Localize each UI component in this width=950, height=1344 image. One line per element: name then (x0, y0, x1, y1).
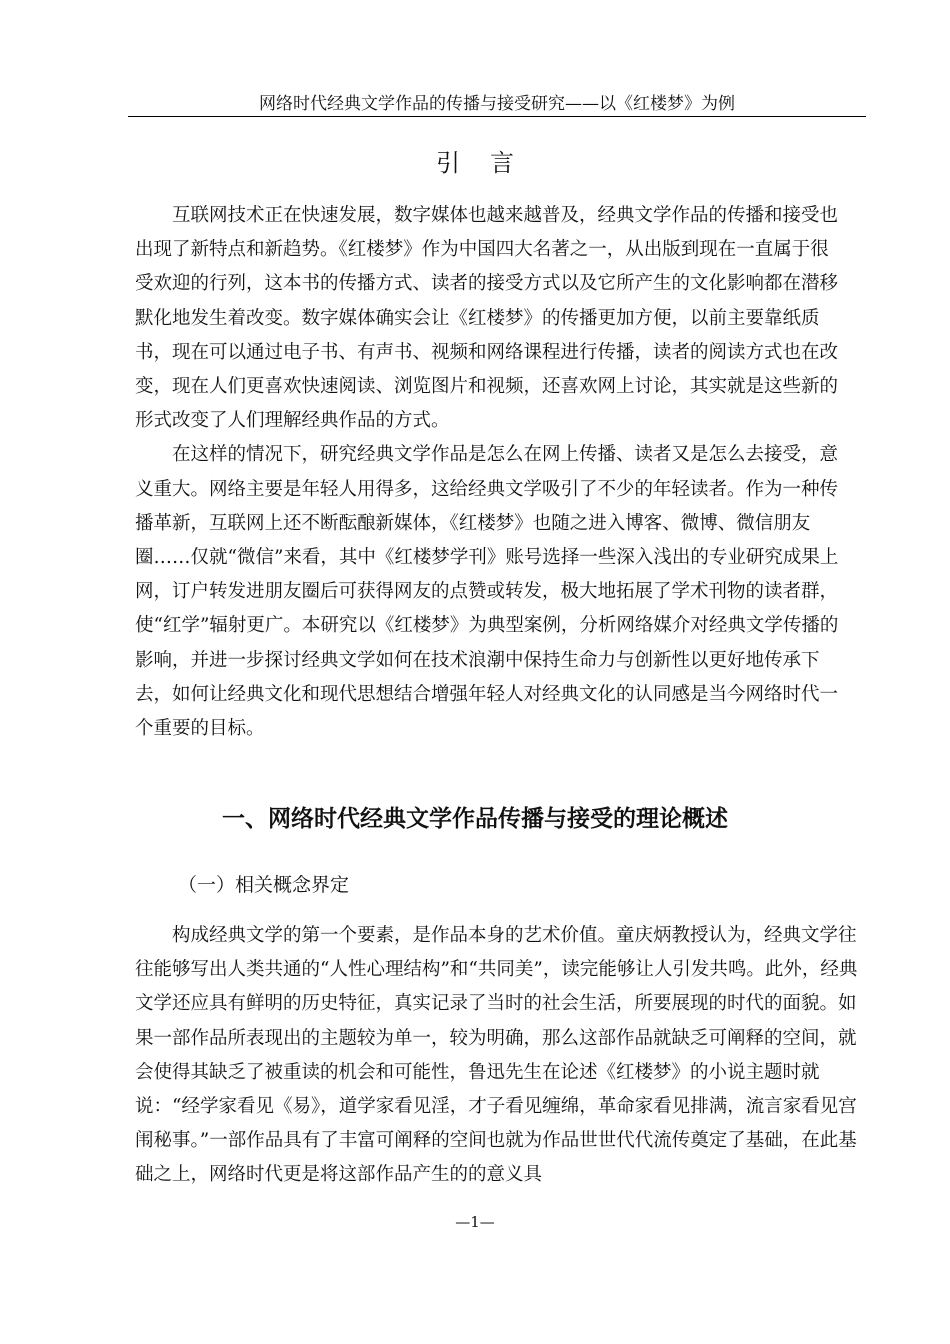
running-header: 网络时代经典文学作品的传播与接受研究——以《红楼梦》为例 (259, 94, 735, 114)
chapter-heading: 一、网络时代经典文学作品传播与接受的理论概述 (222, 806, 728, 832)
section-heading: （一）相关概念界定 (178, 874, 350, 896)
intro-paragraph: 互联网技术正在快速发展，数字媒体也越来越普及，经典文学作品的传播和接受也出现了新特点和新趋势。《红楼梦》作为中国四大名著之一，从出版到现在一直属于很受欢迎的行列，这本书的传播方式、读者的接受方式以及它所产生的文化影响都在潜移默化地发生着改变。数字媒体确实会让《红楼梦》的传播更加方便，以前主要靠纸质书，现在可以通过电子书、有声书、视频和网络课程进行传播，读者的阅读方式也在改变，现在人们更喜欢快速阅读、浏览图片和视频，还喜欢网上讨论，其实就是这些新的形式改变了人们理解经典作品的方式。 (135, 205, 839, 432)
intro-body (135, 199, 847, 746)
intro-paragraph: 在这样的情况下，研究经典文学作品是怎么在网上传播、读者又是怎么去接受，意义重大。网络主要是年轻人用得多，这给经典文学吸引了不少的年轻读者。作为一种传播革新，互联网上还不断酝酿新媒体，《红楼梦》也随之进入博客、微博、微信朋友圈……仅就“微信”来看，其中《红楼梦学刊》账号选择一些深入浅出的专业研究成果上网，订户转发进朋友圈后可获得网友的点赞或转发，极大地拓展了学术刊物的读者群，使“红学”辐射更广。本研究以《红楼梦》为典型案例，分析网络媒介对经典文学传播的影响，并进一步探讨经典文学如何在技术浪潮中保持生命力与创新性以更好地传承下去，如何让经典文化和现代思想结合增强年轻人对经典文化的认同感是当今网络时代一个重要的目标。 (135, 444, 839, 740)
header-rule (128, 116, 866, 117)
page-number: —1— (455, 1213, 495, 1231)
section-body (135, 919, 859, 1193)
intro-title: 引言 (436, 149, 544, 177)
section-paragraph: 构成经典文学的第一个要素，是作品本身的艺术价值。童庆炳教授认为，经典文学往往能够写出人类共通的“人性心理结构”和“共同美”，读完能够让人引发共鸣。此外，经典文学还应具有鲜明的历史特征，真实记录了当时的社会生活，所要展现的时代的面貌。如果一部作品所表现出的主题较为单一，较为明确，那么这部作品就缺乏可阐释的空间，就会使得其缺乏了被重读的机会和可能性，鲁迅先生在论述《红楼梦》的小说主题时就说：“经学家看见《易》，道学家看见淫，才子看见缠绵，革命家看见排满，流言家看见宫闱秘事。”一部作品具有了丰富可阐释的空间也就为作品世世代代流传奠定了基础，在此基础之上，网络时代更是将这部作品产生的的意义具 (135, 925, 858, 1186)
